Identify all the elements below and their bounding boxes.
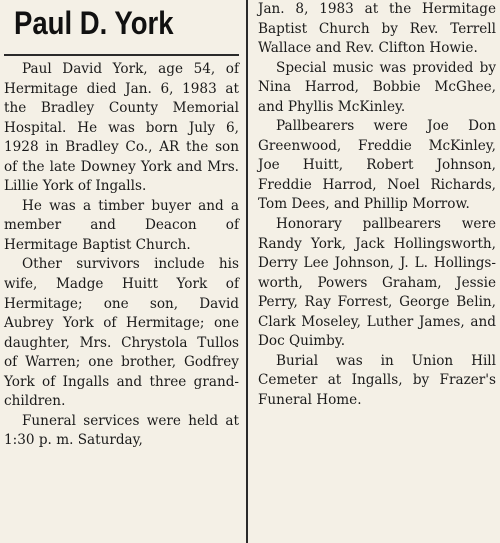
paragraph-right-4: Honorary pallbearers were Randy York, Jack Hollingsworth, Derry Lee Johnson, J. L. Hollingsworth, Powers Graham, Jessie Perry, Ray Forrest, George Belin, Clark Moseley, Luther James, and Doc Quimby. (258, 216, 496, 350)
headline: Paul D. York (14, 5, 174, 41)
paragraph-right-1: Jan. 8, 1983 at the Hermitage Baptist Church by Rev. Terrell Wallace and Rev. Clifton Howie. (258, 1, 496, 57)
paragraph-left-1: Paul David York, age 54, of Hermitage died Jan. 6, 1983 at the Bradley County Memorial Hospital. He was born July 6, 1928 in Bradley Co., AR the son of the late Downey York and Mrs. Lillie York of Ingalls. (4, 61, 239, 195)
paragraph-right-2: Special music was provided by Nina Harrod, Bobbie McGhee, and Phyllis McKinley. (258, 59, 496, 115)
paragraph-left-3: Other survivors include his wife, Madge Huitt York of Hermitage; one son, David Aubrey York of Hermitage; one daughter, Mrs. Chrystola Tullos of Warren; one brother, Godfrey York of Ingalls and three grandchildren. (4, 256, 239, 410)
right-column (252, 0, 500, 543)
paragraph-left-4: Funeral services were held at 1:30 p. m. Saturday, (4, 412, 239, 449)
headline-rule (4, 54, 239, 56)
column-divider (246, 0, 248, 543)
paragraph-right-3: Pallbearers were Joe Don Greenwood, Freddie McKinley, Joe Huitt, Robert Johnson, Freddie Harrod, Noel Richards, Tom Dees, and Phillip Morrow. (258, 118, 496, 213)
paragraph-left-2: He was a timber buyer and a member and Deacon of Hermitage Baptist Church. (4, 197, 239, 253)
paragraph-right-5: Burial was in Union Hill Cemeter at Ingalls, by Frazer's Funeral Home. (258, 352, 496, 408)
left-column (0, 0, 243, 543)
